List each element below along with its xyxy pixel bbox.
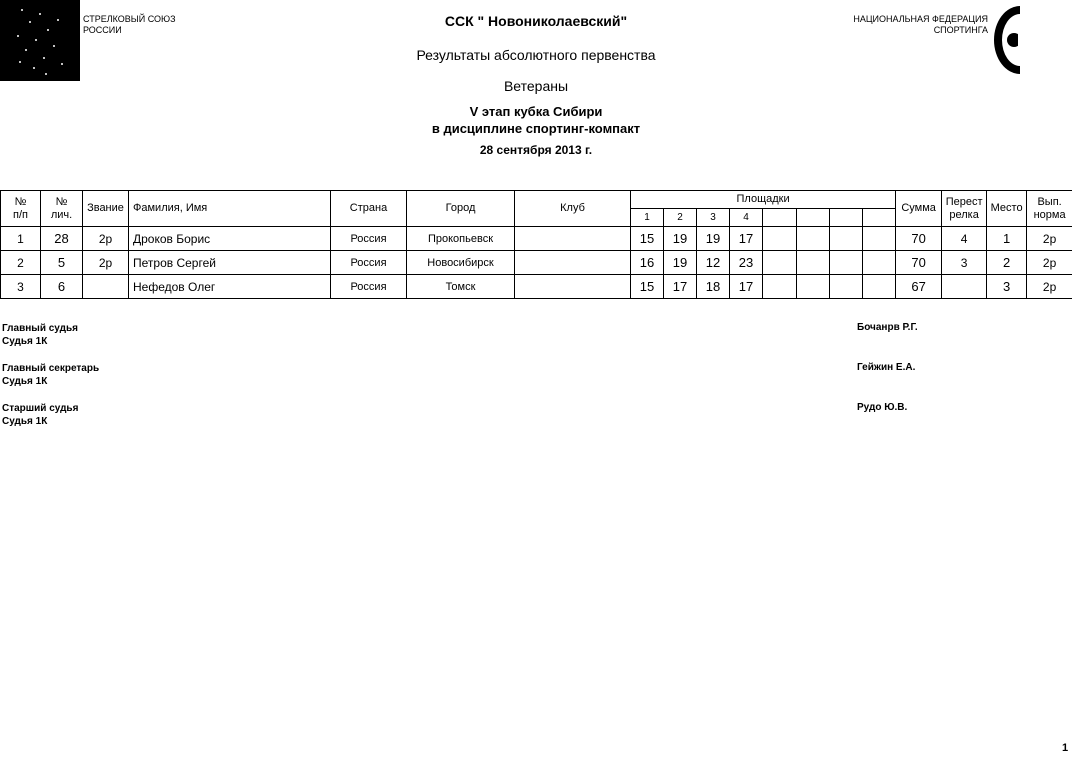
cell-club	[515, 251, 631, 275]
cell-rank: 2р	[83, 227, 129, 251]
cell-num: 3	[1, 275, 41, 299]
cell-score	[863, 251, 896, 275]
header-area-5	[763, 209, 797, 227]
cell-score: 17	[730, 227, 763, 251]
cell-score: 23	[730, 251, 763, 275]
header-city: Город	[407, 191, 515, 227]
cell-name: Нефедов Олег	[129, 275, 331, 299]
page-number: 1	[1062, 742, 1069, 754]
cell-score	[863, 275, 896, 299]
cell-score: 12	[697, 251, 730, 275]
cell-license: 6	[41, 275, 83, 299]
cell-score	[797, 275, 830, 299]
cell-score: 19	[697, 227, 730, 251]
official-senior-judge	[2, 402, 78, 428]
header-club: Клуб	[515, 191, 631, 227]
cell-club	[515, 227, 631, 251]
header-area-2: 2	[664, 209, 697, 227]
header-name: Фамилия, Имя	[129, 191, 331, 227]
header-rank: Звание	[83, 191, 129, 227]
cell-score	[830, 251, 863, 275]
cell-norm: 2р	[1027, 275, 1072, 299]
cell-club	[515, 275, 631, 299]
header-area-3: 3	[697, 209, 730, 227]
header-place: Место	[987, 191, 1027, 227]
header-areas: Площадки	[631, 191, 896, 209]
official-category: Судья 1К	[2, 376, 48, 387]
cell-country: Россия	[331, 275, 407, 299]
cell-name: Петров Сергей	[129, 251, 331, 275]
cell-place: 3	[987, 275, 1027, 299]
cell-shootoff: 3	[942, 251, 987, 275]
official-name: Гейжин Е.А.	[857, 362, 916, 373]
cell-shootoff: 4	[942, 227, 987, 251]
official-role: Главный судья	[2, 323, 78, 334]
cell-score: 17	[730, 275, 763, 299]
cell-place: 1	[987, 227, 1027, 251]
category: Ветераны	[503, 78, 569, 94]
cell-num: 2	[1, 251, 41, 275]
cell-country: Россия	[331, 227, 407, 251]
cell-score: 15	[631, 227, 664, 251]
cell-score: 18	[697, 275, 730, 299]
cell-rank	[83, 275, 129, 299]
cell-norm: 2р	[1027, 227, 1072, 251]
official-chief-judge	[2, 322, 78, 348]
cell-place: 2	[987, 251, 1027, 275]
cell-norm: 2р	[1027, 251, 1072, 275]
results-table	[0, 190, 1072, 299]
header-area-8	[863, 209, 896, 227]
table-row	[1, 251, 1072, 275]
document-title: Результаты абсолютного первенства	[416, 47, 656, 63]
header-area-6	[797, 209, 830, 227]
official-role: Старший судья	[2, 403, 79, 414]
cell-rank: 2р	[83, 251, 129, 275]
official-name: Рудо Ю.В.	[857, 402, 908, 413]
official-category: Судья 1К	[2, 336, 48, 347]
official-category: Судья 1К	[2, 416, 48, 427]
header-num: № п/п	[1, 191, 41, 227]
competition-stage: V этап кубка Сибири	[469, 104, 603, 119]
cell-sum: 70	[896, 251, 942, 275]
cell-shootoff	[942, 275, 987, 299]
cell-score	[797, 227, 830, 251]
cell-score	[830, 227, 863, 251]
cell-license: 28	[41, 227, 83, 251]
header-shootoff: Перест релка	[942, 191, 987, 227]
header-area-4: 4	[730, 209, 763, 227]
cell-country: Россия	[331, 251, 407, 275]
org-right-name: НАЦИОНАЛЬНАЯ ФЕДЕРАЦИЯ СПОРТИНГА	[853, 14, 988, 35]
cell-score	[763, 275, 797, 299]
official-role: Главный секретарь	[2, 363, 100, 374]
cell-score	[863, 227, 896, 251]
cell-score	[797, 251, 830, 275]
discipline: в дисциплине спортинг-компакт	[431, 121, 641, 136]
header-area-1: 1	[631, 209, 664, 227]
club-name: ССК " Новониколаевский"	[444, 13, 628, 29]
cell-score	[763, 227, 797, 251]
cell-score: 17	[664, 275, 697, 299]
org-left-name: СТРЕЛКОВЫЙ СОЮЗ РОССИИ	[83, 14, 176, 35]
cell-score	[763, 251, 797, 275]
cell-sum: 67	[896, 275, 942, 299]
header-license: № лич.	[41, 191, 83, 227]
cell-score: 15	[631, 275, 664, 299]
table-row	[1, 227, 1072, 251]
header-norm: Вып. норма	[1027, 191, 1072, 227]
header-area-7	[830, 209, 863, 227]
cell-city: Прокопьевск	[407, 227, 515, 251]
table-row	[1, 275, 1072, 299]
cell-score	[830, 275, 863, 299]
cell-score: 16	[631, 251, 664, 275]
cell-num: 1	[1, 227, 41, 251]
sporting-federation-logo	[994, 6, 1022, 74]
cell-score: 19	[664, 227, 697, 251]
cell-city: Новосибирск	[407, 251, 515, 275]
cell-license: 5	[41, 251, 83, 275]
cell-sum: 70	[896, 227, 942, 251]
cell-city: Томск	[407, 275, 515, 299]
official-chief-secretary	[2, 362, 99, 388]
official-name: Бочанрв Р.Г.	[857, 322, 918, 333]
cell-score: 19	[664, 251, 697, 275]
cell-name: Дроков Борис	[129, 227, 331, 251]
competition-date: 28 сентября 2013 г.	[479, 143, 593, 157]
header-sum: Сумма	[896, 191, 942, 227]
header-country: Страна	[331, 191, 407, 227]
